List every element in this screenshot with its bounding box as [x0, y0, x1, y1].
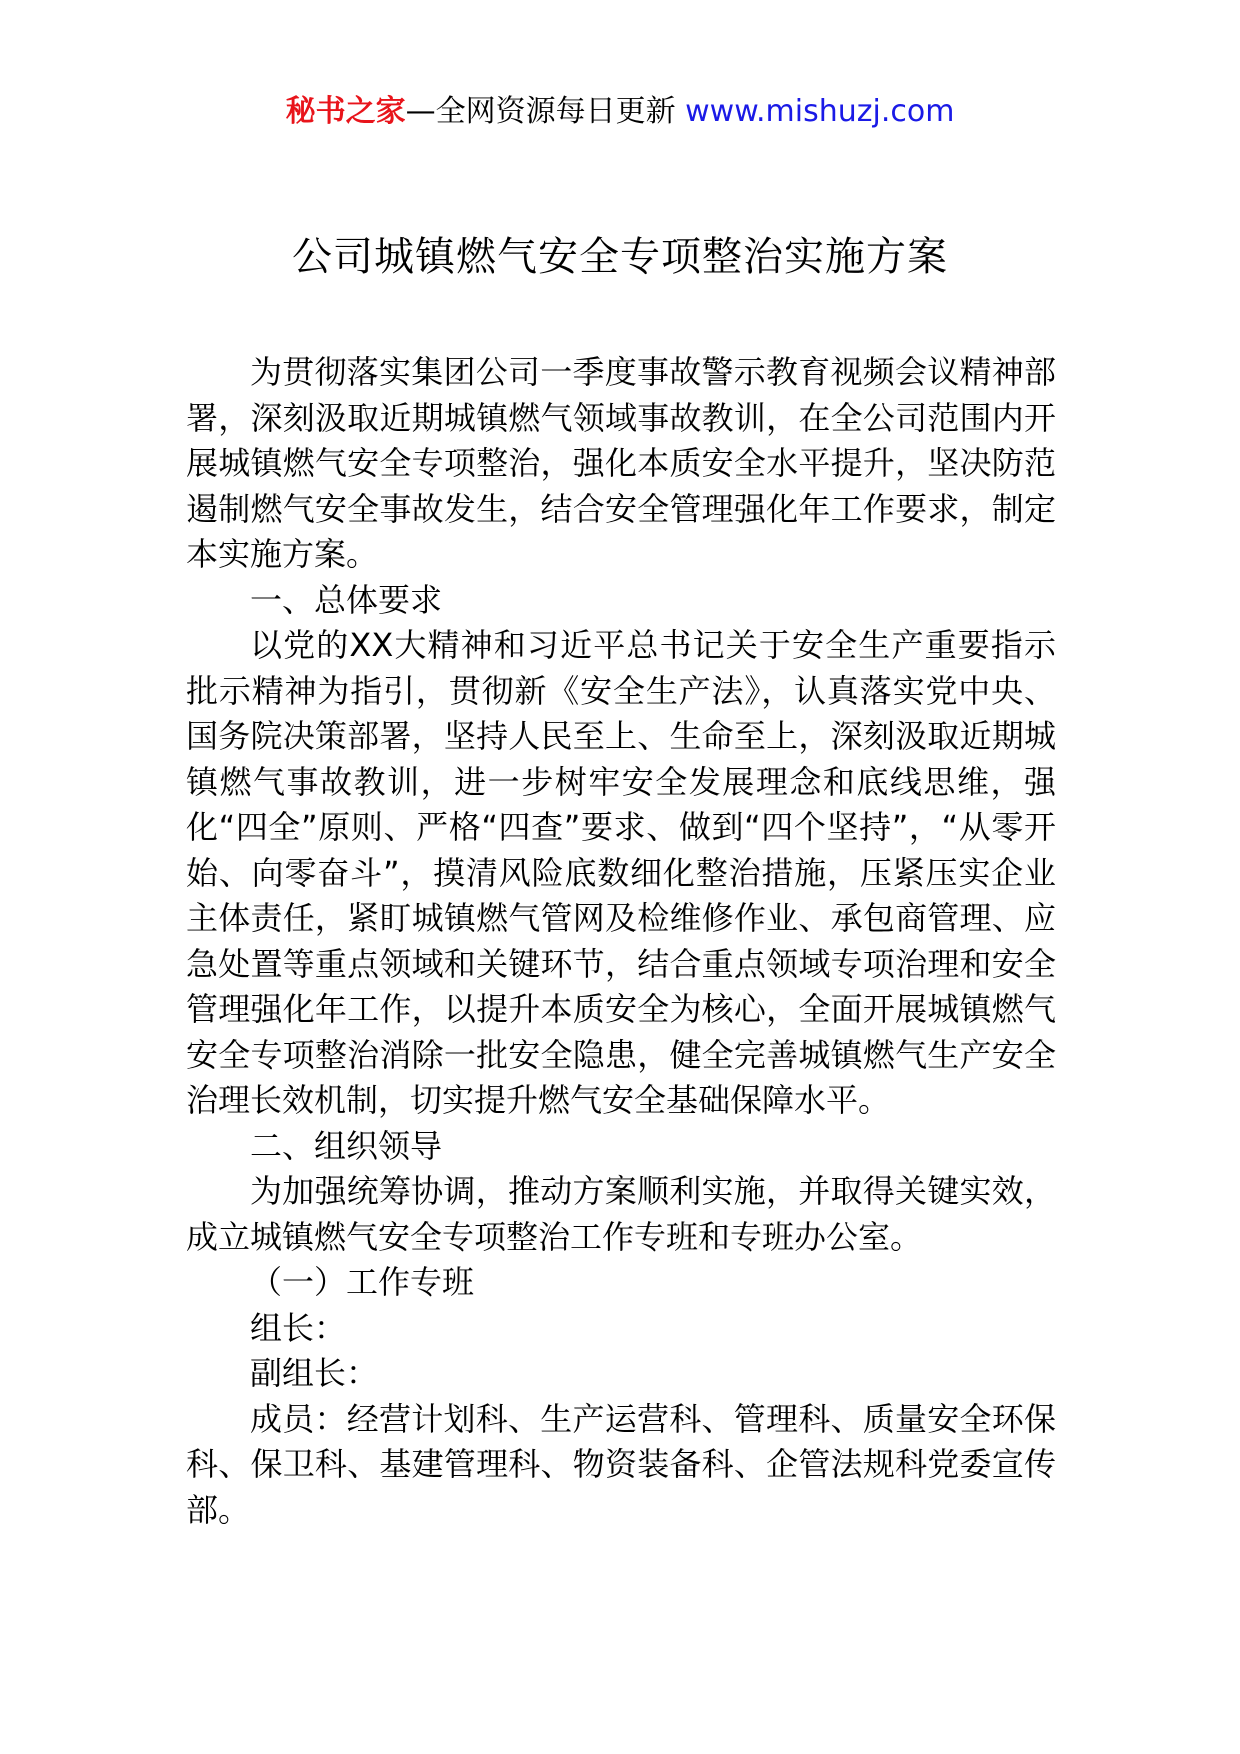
section-heading-organization: 二、组织领导: [250, 1126, 443, 1165]
subsection-heading-work-team: （一）工作专班: [250, 1263, 475, 1301]
site-header: [0, 92, 1240, 132]
team-members-paragraph: 成员：经营计划科、生产运营科、管理科、质量安全环保科、保卫科、基建管理科、物资装备科、企管法规科党委宣传部。: [186, 1399, 1056, 1529]
organization-paragraph: 为加强统筹协调，推动方案顺利实施，并取得关键实效，成立城镇燃气安全专项整治工作专班和专班办公室。: [186, 1172, 1056, 1256]
section-heading-general-requirements: 一、总体要求: [250, 580, 443, 619]
team-leader-line: 组长：: [250, 1308, 347, 1347]
header-slogan: —全网资源每日更新: [405, 94, 686, 129]
intro-paragraph: 为贯彻落实集团公司一季度事故警示教育视频会议精神部署，深刻汲取近期城镇燃气领域事故教训，在全公司范围内开展城镇燃气安全专项整治，强化本质安全水平提升，坚决防范遏制燃气安全事故发生，结合安全管理强化年工作要求，制定本实施方案。: [186, 353, 1056, 573]
deputy-leader-line: 副组长：: [250, 1354, 379, 1392]
general-requirements-paragraph: 以党的XX大精神和习近平总书记关于安全生产重要指示批示精神为指引，贯彻新《安全生产法》，认真落实党中央、国务院决策部署，坚持人民至上、生命至上，深刻汲取近期城镇燃气事故教训，进一步树牢安全发展理念和底线思维，强化“四全”原则、严格“四查”要求、做到“四个坚持”，“从零开始、向零奋斗”，摸清风险底数细化整治措施，压紧压实企业主体责任，紧盯城镇燃气管网及检维修作业、承包商管理、应急处置等重点领域和关键环节，结合重点领域专项治理和安全管理强化年工作，以提升本质安全为核心，全面开展城镇燃气安全专项整治消除一批安全隐患，健全完善城镇燃气生产安全治理长效机制，切实提升燃气安全基础保障水平。: [186, 626, 1056, 1119]
brand-name: 秘书之家: [285, 94, 406, 129]
document-title: 公司城镇燃气安全专项整治实施方案: [292, 234, 948, 280]
site-url-link[interactable]: www.mishuzj.com: [685, 94, 955, 129]
document-body: [186, 350, 1056, 1533]
